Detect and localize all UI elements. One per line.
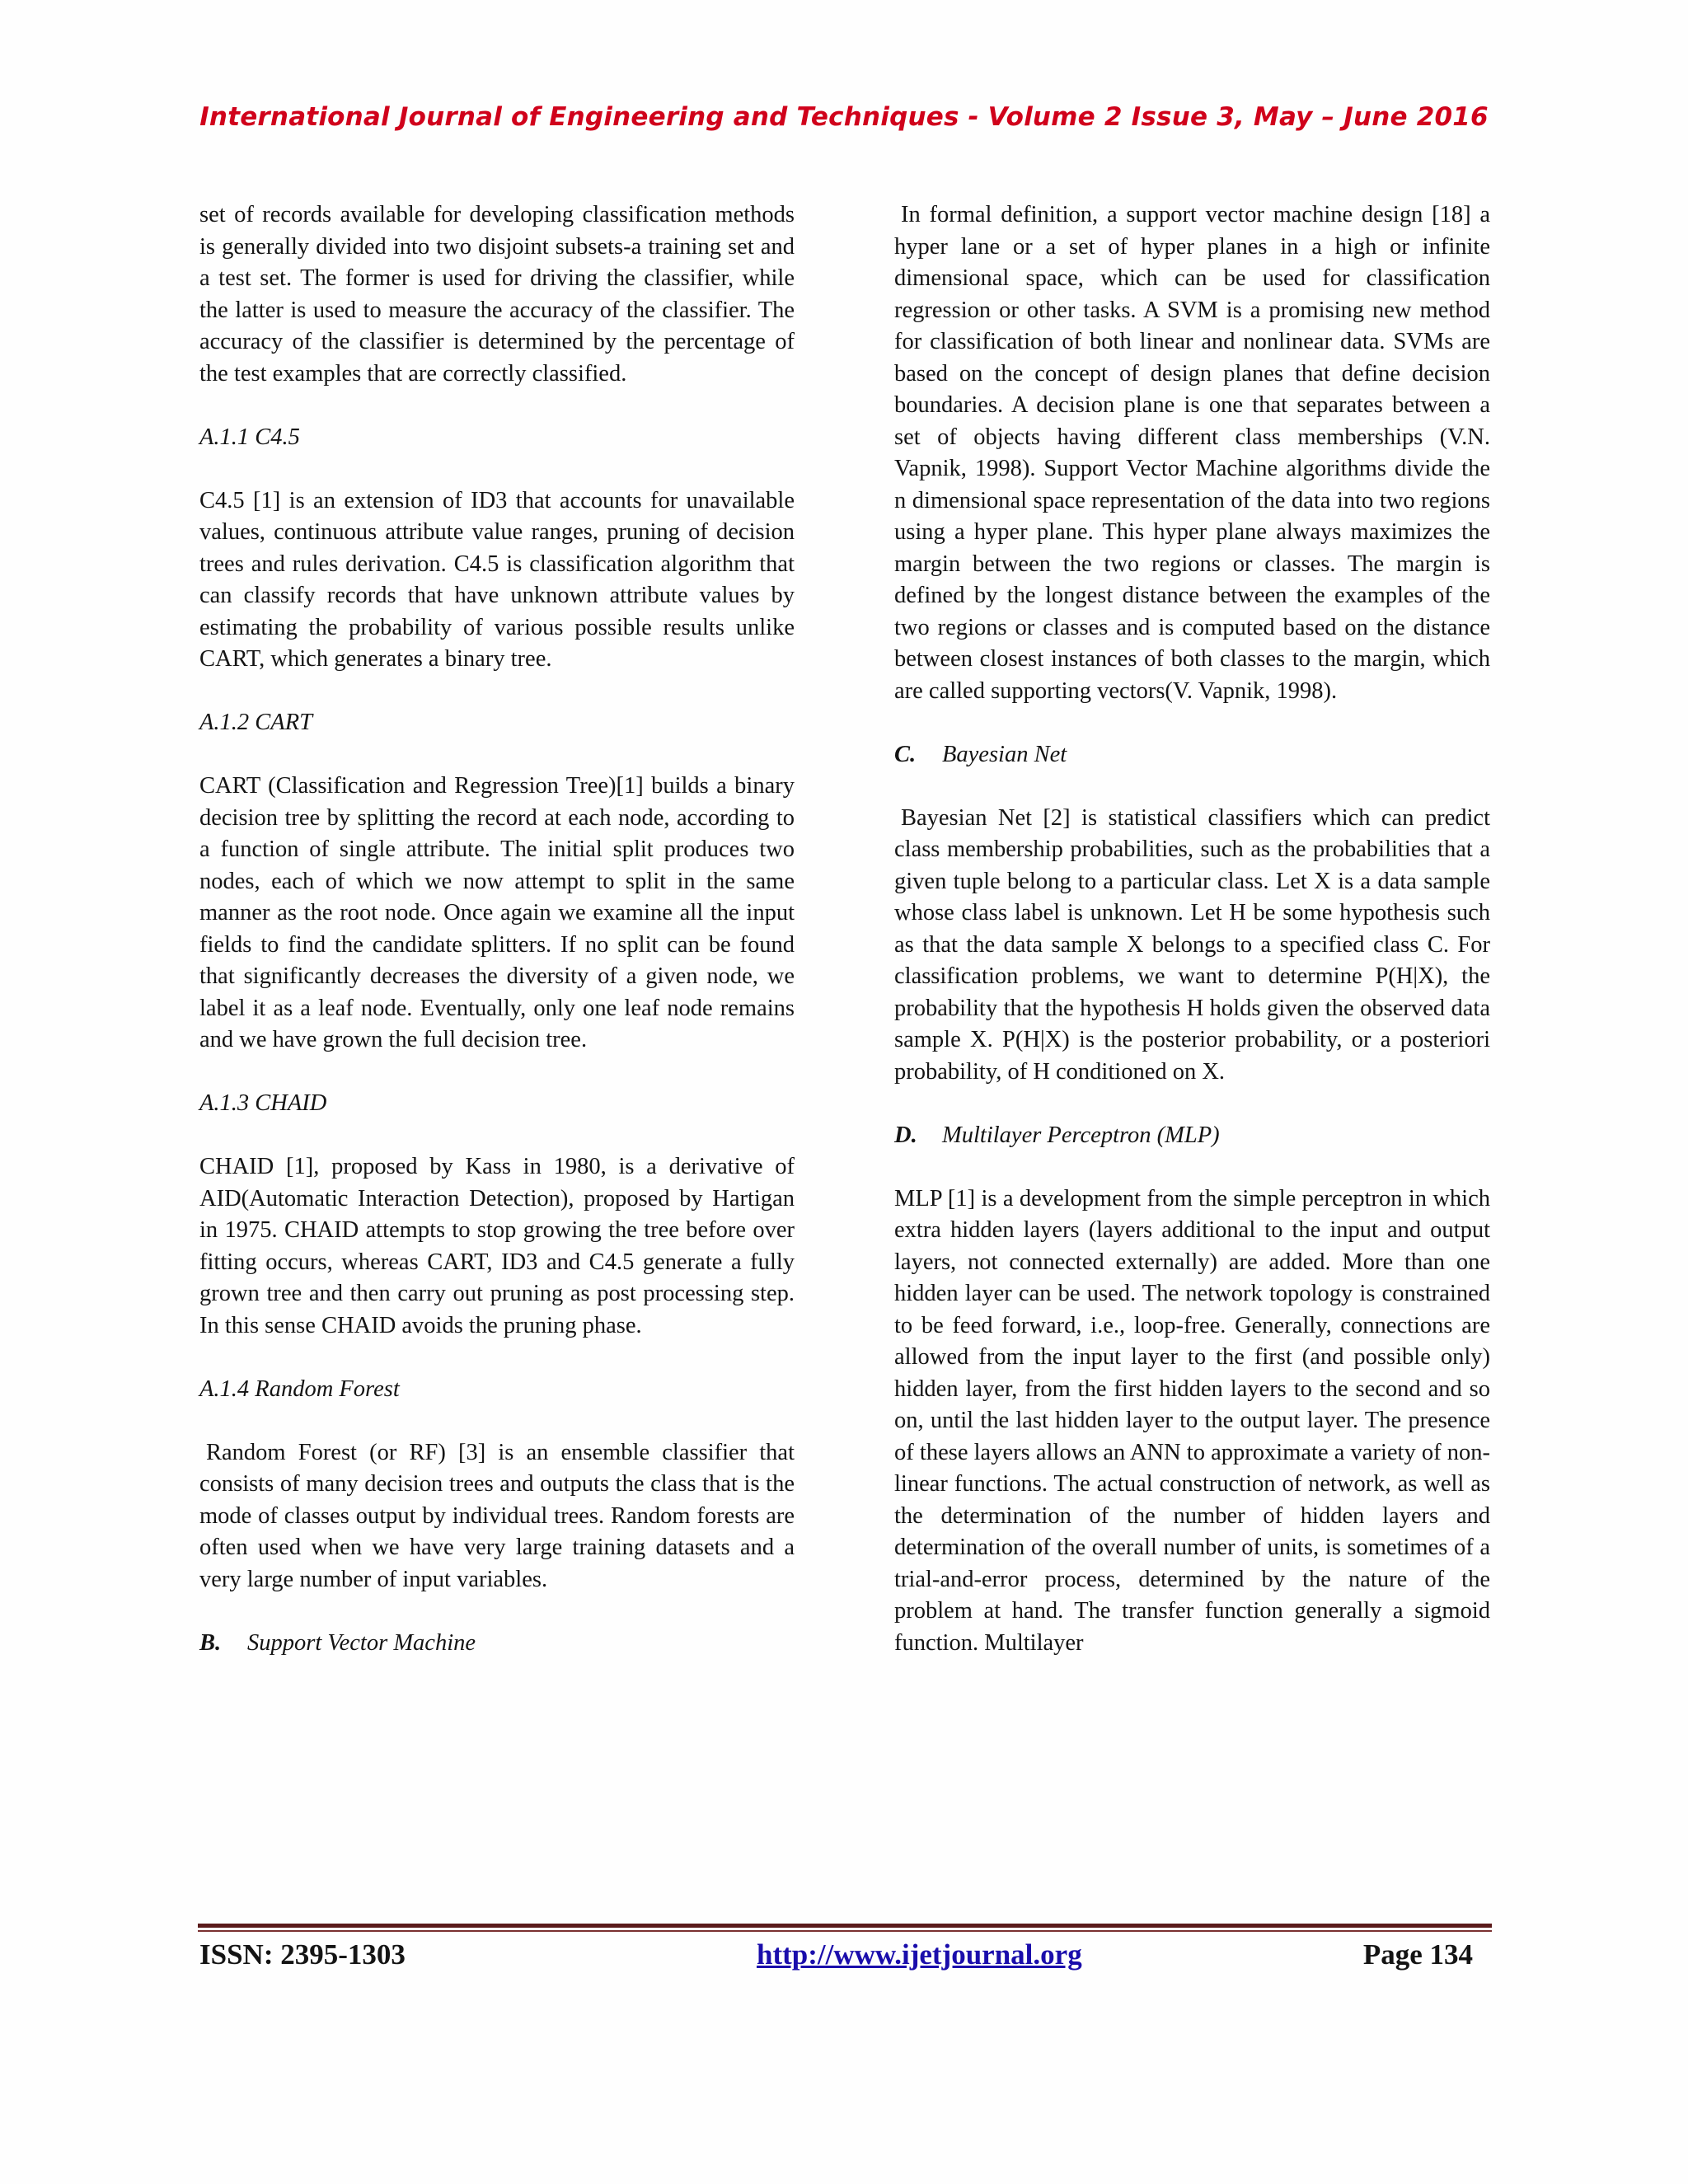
section-heading-random-forest: A.1.4 Random Forest xyxy=(199,1376,400,1402)
section-letter: D. xyxy=(894,1122,917,1148)
svm-paragraph: In formal definition, a support vector machine design [18] a hyper lane or a set of hyper planes in a high or infinite dimensional space, which can be used for classification regression or other tasks. A SVM is a promising new method for classification of both linear and nonlinear data. SVMs are based on the concept of design planes that define decision boundaries. A decision plane is one that separates between a set of objects having different class memberships (V.N. Vapnik, 1998). Support Vector Machine algorithms divide the n dimensional space representation of the data into two regions using a hyper plane. This hyper plane always maximizes the margin between the two regions or classes. The margin is defined by the longest distance between the examples of the two regions or classes and is computed based on the distance between closest instances of both classes to the margin, which are called supporting vectors(V. Vapnik, 1998). xyxy=(894,202,1490,704)
section-heading-svm xyxy=(199,1628,795,1660)
section-title: Bayesian Net xyxy=(942,741,1067,767)
footer-rule-thin xyxy=(198,1930,1492,1932)
c45-paragraph: C4.5 [1] is an extension of ID3 that accounts for unavailable values, continuous attribute value ranges, pruning of decision trees and rules derivation. C4.5 is classification algorithm that can classify records that have unknown attribute values by estimating the probability of various possible results unlike CART, which generates a binary tree. xyxy=(199,487,795,672)
section-title: Support Vector Machine xyxy=(247,1629,476,1656)
journal-url-link[interactable]: http://www.ijetjournal.org xyxy=(757,1938,1082,1971)
mlp-paragraph: MLP [1] is a development from the simple perceptron in which extra hidden layers (layers additional to the input and output layers, not connected externally) are added. More than one hidden layer can be used. The network topology is constrained to be feed forward, i.e., loop-free. Generally, connections are allowed from the input layer to the first (and possible only) hidden layer, from the first hidden layers to the second and so on, until the last hidden layer to the output layer. The presence of these layers allows an ANN to approximate a variety of non-linear functions. The actual construction of network, as well as the determination of the number of hidden layers and determination of the overall number of units, is sometimes of a trial-and-error process, determined by the nature of the problem at hand. The transfer function generally a sigmoid function. Multilayer xyxy=(894,1185,1490,1656)
page-footer xyxy=(199,1938,1473,1975)
section-letter: B. xyxy=(199,1629,222,1656)
journal-header: International Journal of Engineering and Techniques - Volume 2 Issue 3, May – June 2016 xyxy=(199,102,1489,132)
cart-paragraph: CART (Classification and Regression Tree)[1] builds a binary decision tree by splitting the record at each node, according to a function of single attribute. The initial split produces two nodes, each of which we now attempt to split in the same manner as the root node. Once again we examine all the input fields to find the candidate splitters. If no split can be found that significantly decreases the diversity of a given node, we label it as a leaf node. Eventually, only one leaf node remains and we have grown the full decision tree. xyxy=(199,773,795,1052)
right-column xyxy=(894,199,1490,1659)
section-heading-cart: A.1.2 CART xyxy=(199,710,312,735)
intro-paragraph: set of records available for developing classification methods is generally divided into two disjoint subsets-a training set and a test set. The former is used for driving the classifier, while the latter is used to measure the accuracy of the classifier. The accuracy of the classifier is determined by the percentage of the test examples that are correctly classified. xyxy=(199,202,795,387)
random-forest-paragraph: Random Forest (or RF) [3] is an ensemble classifier that consists of many decision trees and outputs the class that is the mode of classes output by individual trees. Random forests are often used when we have very large training datasets and a very large number of input variables. xyxy=(199,1439,795,1592)
issn-label: ISSN: 2395-1303 xyxy=(199,1938,406,1971)
footer-rule-thick xyxy=(198,1924,1492,1928)
section-heading-bayesian-net xyxy=(894,739,1490,771)
section-title: Multilayer Perceptron (MLP) xyxy=(942,1122,1220,1148)
section-heading-c45: A.1.1 C4.5 xyxy=(199,424,300,450)
page-number: Page 134 xyxy=(1362,1938,1473,1971)
section-heading-chaid: A.1.3 CHAID xyxy=(199,1090,327,1116)
bayesian-net-paragraph: Bayesian Net [2] is statistical classifiers which can predict class membership probabilities, such as the probabilities that a given tuple belong to a particular class. Let X is a data sample whose class label is unknown. Let H be some hypothesis such as that the data sample X belongs to a specified class C. For classification problems, we want to determine P(H|X), the probability that the hypothesis H holds given the observed data sample X. P(H|X) is the posterior probability, or a posteriori probability, of H conditioned on X. xyxy=(894,804,1490,1085)
left-column xyxy=(199,199,795,1691)
section-heading-mlp xyxy=(894,1120,1490,1152)
chaid-paragraph: CHAID [1], proposed by Kass in 1980, is a derivative of AID(Automatic Interaction Detection), proposed by Hartigan in 1975. CHAID attempts to stop growing the tree before over fitting occurs, whereas CART, ID3 and C4.5 generate a fully grown tree and then carry out pruning as post processing step. In this sense CHAID avoids the pruning phase. xyxy=(199,1154,795,1338)
section-letter: C. xyxy=(894,741,917,767)
